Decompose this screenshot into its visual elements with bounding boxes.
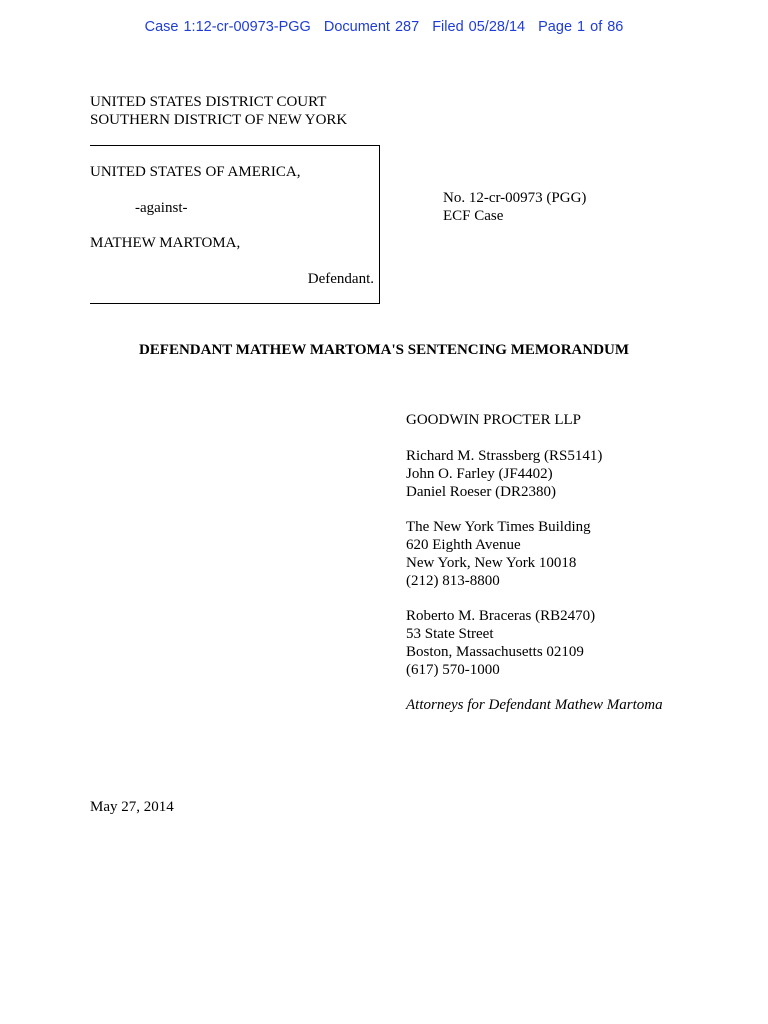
phone-number: (212) 813-8800 [406, 573, 500, 589]
case-number: No. 12-cr-00973 (PGG) [443, 190, 587, 206]
page-count-stamp: Page 1 of 86 [538, 19, 624, 35]
address-line: The New York Times Building [406, 519, 591, 535]
address-line: Boston, Massachusetts 02109 [406, 644, 584, 660]
court-name-line-2: SOUTHERN DISTRICT OF NEW YORK [90, 112, 348, 128]
attorney-name: Daniel Roeser (DR2380) [406, 484, 556, 500]
firm-name: GOODWIN PROCTER LLP [406, 412, 581, 428]
filed-date-stamp: Filed 05/28/14 [432, 19, 526, 35]
address-line: 53 State Street [406, 626, 494, 642]
court-name-line-1: UNITED STATES DISTRICT COURT [90, 94, 327, 110]
counsel-role: Attorneys for Defendant Mathew Martoma [406, 697, 663, 713]
case-type: ECF Case [443, 208, 504, 224]
ecf-filing-header [0, 18, 768, 36]
case-caption-box [90, 145, 380, 304]
attorney-name: Roberto M. Braceras (RB2470) [406, 608, 596, 624]
new-york-address [406, 518, 591, 590]
attorney-name: Richard M. Strassberg (RS5141) [406, 448, 603, 464]
defendant-role: Defendant. [307, 271, 374, 287]
document-number-stamp: Document 287 [323, 19, 420, 35]
case-info [443, 189, 586, 225]
document-title: DEFENDANT MATHEW MARTOMA'S SENTENCING MEMORANDUM [138, 342, 630, 358]
boston-address [406, 607, 595, 679]
address-line: New York, New York 10018 [406, 555, 577, 571]
phone-number: (617) 570-1000 [406, 662, 500, 678]
case-number-stamp: Case 1:12-cr-00973-PGG [144, 19, 311, 35]
plaintiff-name: UNITED STATES OF AMERICA, [90, 164, 301, 180]
defendant-name: MATHEW MARTOMA, [90, 235, 241, 251]
address-line: 620 Eighth Avenue [406, 537, 521, 553]
attorney-name: John O. Farley (JF4402) [406, 466, 553, 482]
court-name [90, 93, 347, 129]
attorney-list [406, 447, 602, 501]
against-label: -against- [135, 200, 188, 216]
filing-date: May 27, 2014 [90, 799, 174, 815]
